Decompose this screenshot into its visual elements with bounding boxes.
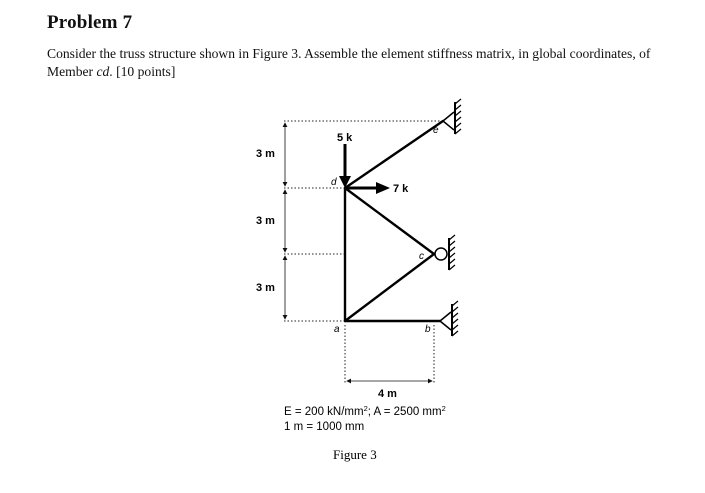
height-label-top: 3 m bbox=[256, 148, 275, 160]
load-5k-label: 5 k bbox=[337, 132, 353, 144]
statement-points: . [10 points] bbox=[109, 64, 176, 79]
node-label-c: c bbox=[419, 251, 424, 262]
support-c-roller bbox=[435, 248, 447, 260]
load-7k-arrowhead bbox=[376, 182, 390, 194]
figure-caption: Figure 3 bbox=[333, 447, 377, 462]
properties-line-1 bbox=[284, 404, 446, 418]
properties-line-2: 1 m = 1000 mm bbox=[284, 421, 365, 433]
node-label-d: d bbox=[331, 177, 337, 188]
load-7k-label: 7 k bbox=[393, 183, 409, 195]
truss-members bbox=[345, 121, 443, 321]
problem-title: Problem 7 bbox=[47, 12, 133, 33]
support-c bbox=[435, 235, 455, 270]
statement-text: Consider the truss structure shown in Figure 3. Assemble the element stiffness matrix, in global coordinates, of Member bbox=[47, 46, 651, 79]
property-E-superscript: 2 bbox=[363, 404, 368, 413]
member-cd bbox=[345, 188, 434, 254]
node-label-a: a bbox=[334, 324, 340, 335]
property-E-text: E = 200 kN/mm bbox=[284, 406, 364, 418]
property-A-superscript: 2 bbox=[441, 404, 446, 413]
height-label-middle: 3 m bbox=[256, 215, 275, 227]
load-5k bbox=[339, 144, 351, 188]
width-label: 4 m bbox=[378, 388, 397, 400]
support-e-pin bbox=[443, 112, 454, 130]
support-b-pin bbox=[440, 312, 451, 330]
member-ac bbox=[345, 254, 434, 321]
node-label-b: b bbox=[425, 324, 431, 335]
support-b bbox=[440, 301, 458, 336]
member-label: cd bbox=[96, 64, 110, 79]
node-label-e: e bbox=[433, 125, 439, 136]
height-label-bottom: 3 m bbox=[256, 282, 275, 294]
support-e bbox=[443, 99, 461, 134]
property-A-text: ; A = 2500 mm bbox=[367, 406, 442, 418]
member-de bbox=[345, 121, 443, 188]
